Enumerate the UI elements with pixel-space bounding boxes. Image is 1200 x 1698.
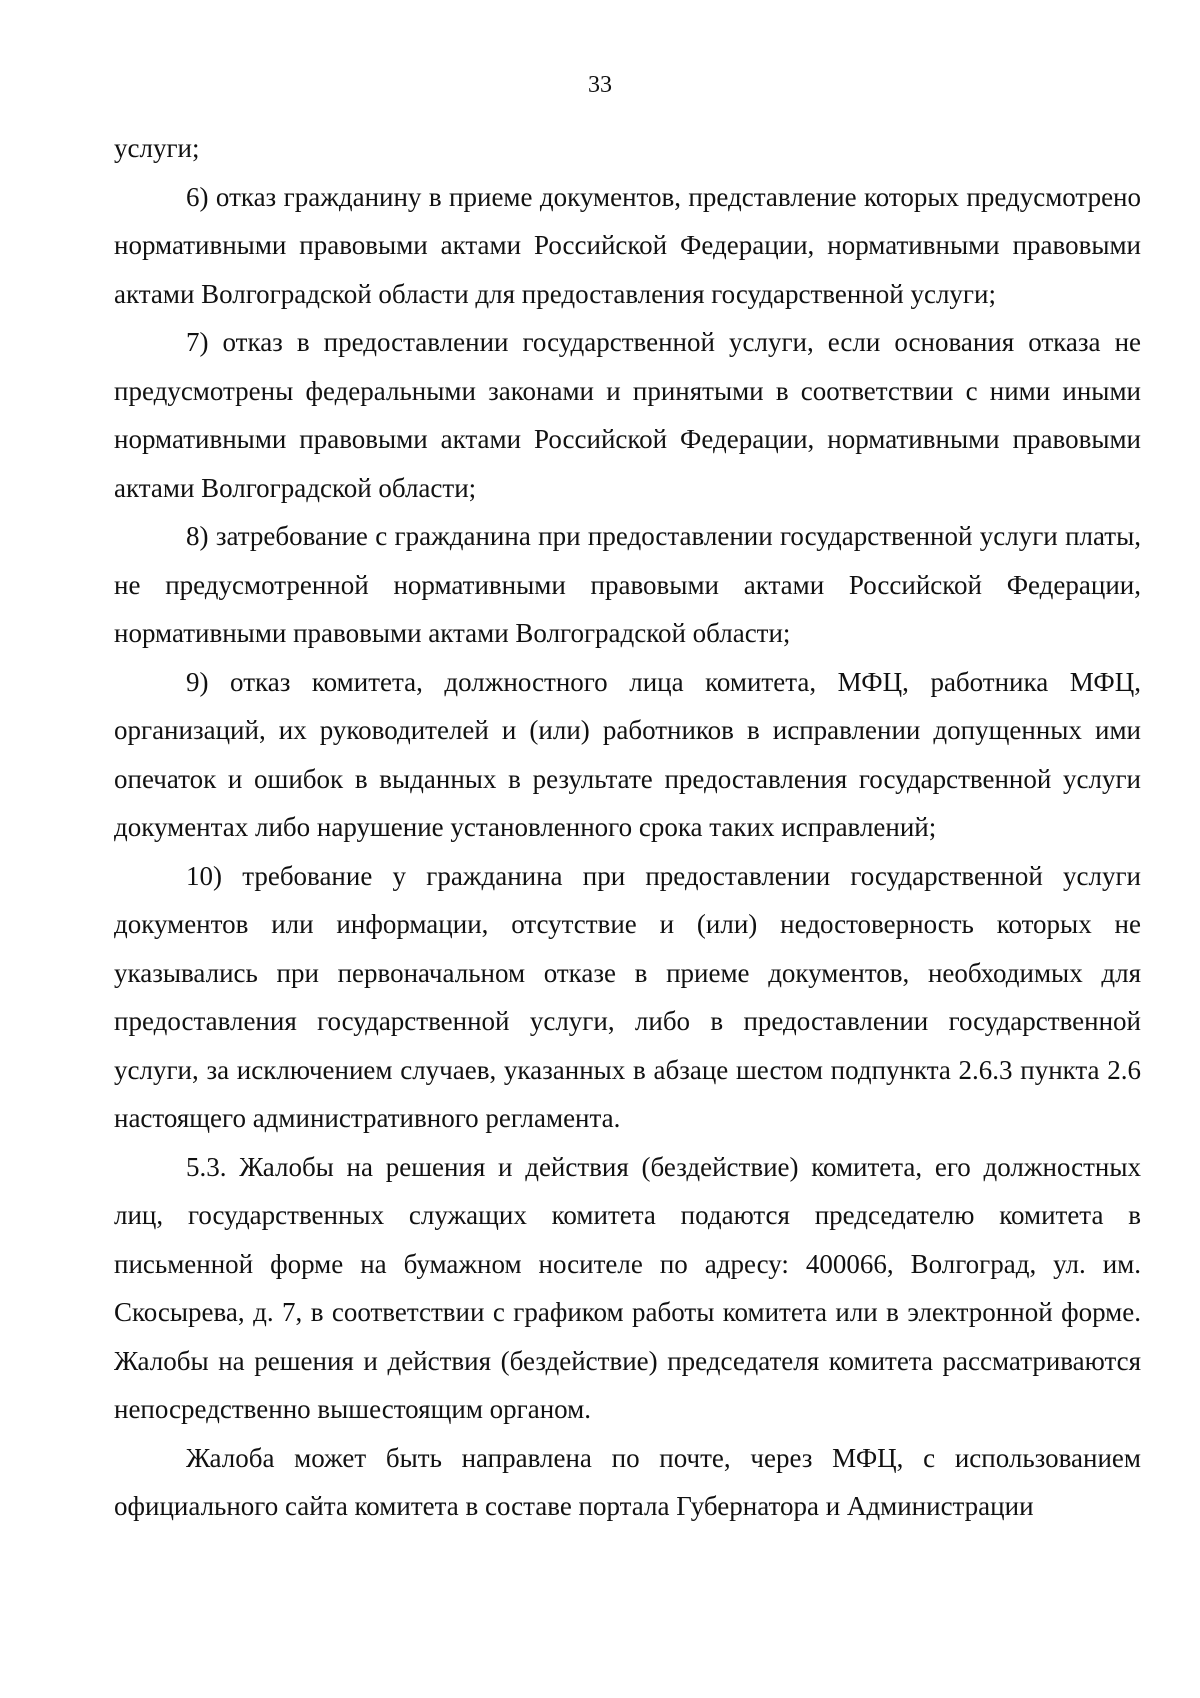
paragraph-item-6: 6) отказ гражданину в приеме документов, представление которых предусмотрено нормативными правовыми актами Российской Федерации, нормативными правовыми актами Волгоградской области для предоставления государственной услуги; — [114, 181, 1141, 309]
paragraph-item-10: 10) требование у гражданина при предоставлении государственной услуги документов или информации, отсутствие и (или) недостоверность которых не указывались при первоначальном отказе в приеме документов, необходимых для предоставления государственной услуги, либо в предоставлении государственной услуги, за исключением случаев, указанных в абзаце шестом подпункта 2.6.3 пункта 2.6 настоящего административного регламента. — [114, 860, 1141, 1133]
page-number: 33 — [588, 72, 612, 98]
paragraph-item-8: 8) затребование с гражданина при предоставлении государственной услуги платы, не предусмотренной нормативными правовыми актами Российской Федерации, нормативными правовыми актами Волгоградской области; — [114, 521, 1141, 648]
paragraph-continuation: услуги; — [114, 133, 200, 163]
paragraph-complaint-channels: Жалоба может быть направлена по почте, через МФЦ, с использованием официального сайта комитета в составе портала Губернатора и Администрации — [114, 1442, 1141, 1521]
document-body — [114, 124, 1141, 1531]
paragraph-item-7: 7) отказ в предоставлении государственной услуги, если основания отказа не предусмотрены федеральными законами и принятыми в соответствии с ними иными нормативными правовыми актами Российской Федерации, нормативными правовыми актами Волгоградской области; — [114, 327, 1141, 503]
paragraph-item-9: 9) отказ комитета, должностного лица комитета, МФЦ, работника МФЦ, организаций, их руководителей и (или) работников в исправлении допущенных ими опечаток и ошибок в выданных в результате предоставления государственной услуги документах либо нарушение установленного срока таких исправлений; — [114, 666, 1141, 842]
paragraph-section-5-3: 5.3. Жалобы на решения и действия (бездействие) комитета, его должностных лиц, государственных служащих комитета подаются председателю комитета в письменной форме на бумажном носителе по адресу: 400066, Волгоград, ул. им. Скосырева, д. 7, в соответствии с графиком работы комитета или в электронной форме. Жалобы на решения и действия (бездействие) председателя комитета рассматриваются непосредственно вышестоящим органом. — [114, 1151, 1141, 1424]
